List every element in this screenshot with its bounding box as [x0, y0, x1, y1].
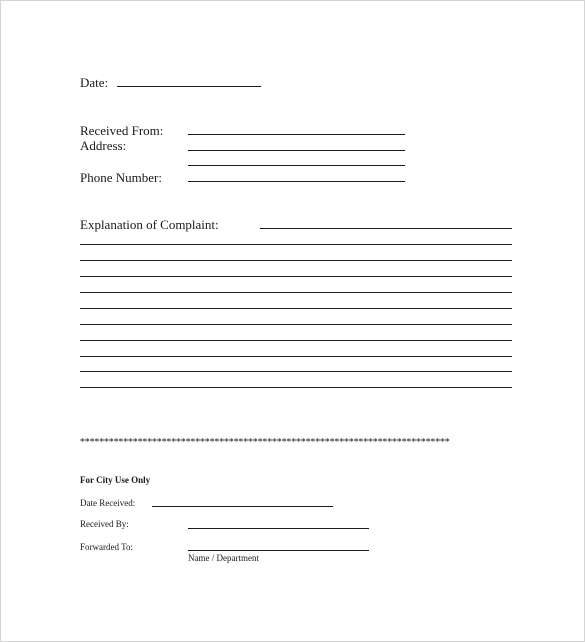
- explanation-field-line-0[interactable]: [260, 228, 512, 229]
- address-label: Address:: [80, 138, 127, 153]
- city-use-heading: For City Use Only: [80, 475, 151, 485]
- address-field-line-1[interactable]: [188, 150, 405, 151]
- address-field-line-2[interactable]: [188, 165, 405, 166]
- phone-number-field-line[interactable]: [188, 181, 405, 182]
- explanation-line[interactable]: [80, 276, 512, 277]
- date-received-label: Date Received:: [80, 498, 136, 508]
- date-field-line[interactable]: [117, 86, 261, 87]
- received-from-label: Received From:: [80, 123, 164, 138]
- received-from-field-line[interactable]: [188, 134, 405, 135]
- name-department-caption: Name / Department: [188, 553, 259, 563]
- explanation-line[interactable]: [80, 324, 512, 325]
- forwarded-to-field-line[interactable]: [188, 550, 369, 551]
- received-by-field-line[interactable]: [188, 528, 369, 529]
- explanation-line[interactable]: [80, 340, 512, 341]
- explanation-line[interactable]: [80, 356, 512, 357]
- received-by-label: Received By:: [80, 519, 129, 529]
- explanation-line[interactable]: [80, 292, 512, 293]
- asterisk-separator: *****************************************************************************: [80, 438, 450, 448]
- explanation-line[interactable]: [80, 260, 512, 261]
- date-received-field-line[interactable]: [152, 506, 333, 507]
- explanation-label: Explanation of Complaint:: [80, 217, 219, 232]
- explanation-line[interactable]: [80, 371, 512, 372]
- forwarded-to-label: Forwarded To:: [80, 542, 133, 552]
- phone-number-label: Phone Number:: [80, 170, 162, 185]
- explanation-line[interactable]: [80, 244, 512, 245]
- explanation-line[interactable]: [80, 387, 512, 388]
- explanation-line[interactable]: [80, 308, 512, 309]
- date-label: Date:: [80, 75, 109, 90]
